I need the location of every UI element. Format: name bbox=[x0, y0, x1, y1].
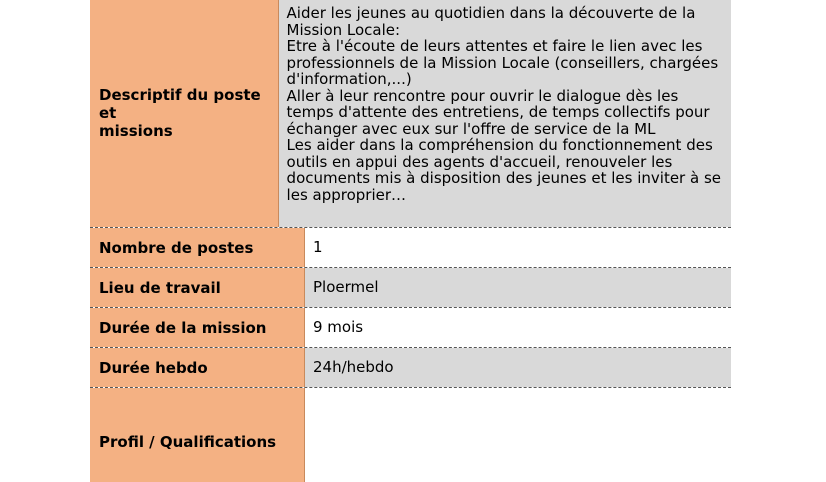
row-value-lieu-travail: Ploermel bbox=[305, 268, 731, 307]
row-lieu-travail bbox=[90, 268, 731, 308]
row-label-descriptif bbox=[90, 0, 279, 227]
descriptif-line: Etre à l'écoute de leurs attentes et faire le lien avec les bbox=[286, 37, 703, 55]
descriptif-line: professionnels de la Mission Locale (conseillers, chargées bbox=[286, 53, 719, 72]
row-duree-hebdo bbox=[90, 348, 731, 388]
descriptif-line: Aller à leur rencontre pour ouvrir le dialogue dès les bbox=[286, 86, 679, 105]
descriptif-line: Les aider dans la compréhension du fonctionnement des bbox=[286, 136, 713, 154]
row-value-descriptif bbox=[279, 0, 731, 227]
row-duree-mission bbox=[90, 308, 731, 348]
row-label-nombre-postes: Nombre de postes bbox=[90, 228, 305, 267]
descriptif-label-line-1: Descriptif du poste et bbox=[99, 85, 261, 122]
row-label-duree-hebdo: Durée hebdo bbox=[90, 348, 305, 387]
descriptif-line: documents mis à disposition des jeunes et les inviter à se bbox=[286, 169, 721, 187]
row-value-duree-mission: 9 mois bbox=[305, 308, 731, 347]
row-descriptif bbox=[90, 0, 731, 228]
row-profil bbox=[90, 388, 731, 482]
descriptif-line: Mission Locale: bbox=[286, 20, 401, 39]
descriptif-line: les approprier… bbox=[286, 185, 407, 204]
job-offer-table bbox=[90, 0, 731, 482]
descriptif-label-line-2: missions bbox=[99, 121, 173, 140]
row-value-nombre-postes: 1 bbox=[305, 228, 731, 267]
row-value-duree-hebdo: 24h/hebdo bbox=[305, 348, 731, 387]
descriptif-line: Aider les jeunes au quotidien dans la découverte de la bbox=[286, 4, 696, 22]
descriptif-line: échanger avec eux sur l'offre de service de la ML bbox=[286, 119, 656, 138]
descriptif-line: outils en appui des agents d'accueil, renouveler les bbox=[286, 152, 673, 171]
row-label-profil: Profil / Qualifications bbox=[90, 388, 305, 482]
row-label-lieu-travail: Lieu de travail bbox=[90, 268, 305, 307]
descriptif-line: temps d'attente des entretiens, de temps collectifs pour bbox=[286, 103, 710, 121]
row-nombre-postes bbox=[90, 228, 731, 268]
row-label-duree-mission: Durée de la mission bbox=[90, 308, 305, 347]
descriptif-line: d'information,...) bbox=[286, 70, 412, 88]
row-value-profil bbox=[305, 388, 731, 482]
